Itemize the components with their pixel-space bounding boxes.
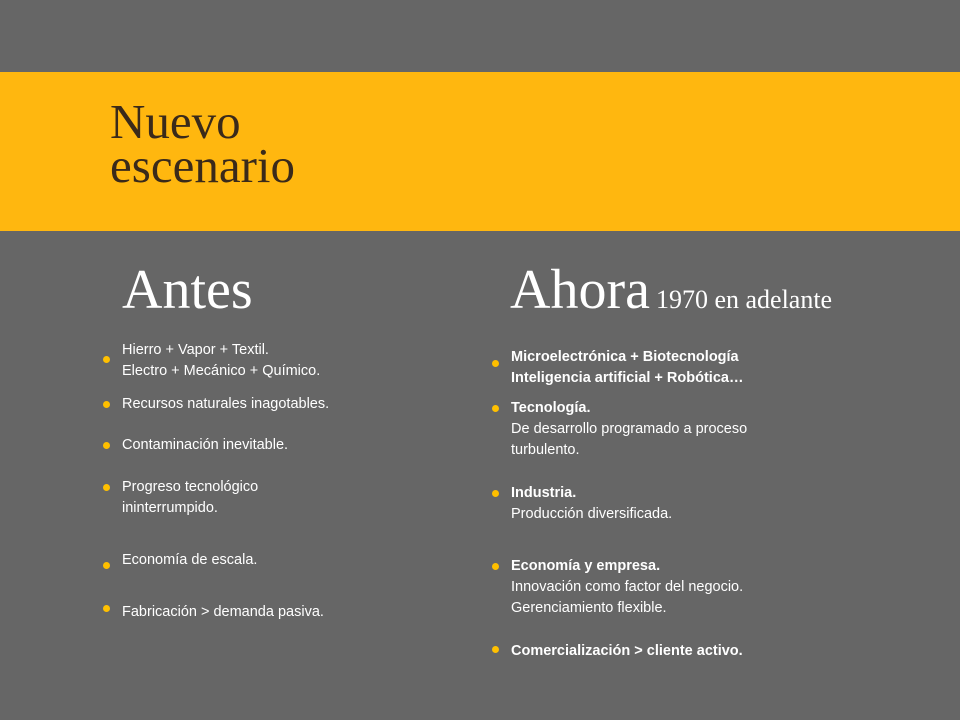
- antes-item-6-line-1: Fabricación > demanda pasiva.: [122, 604, 324, 620]
- antes-item-5-line-1: Economía de escala.: [122, 552, 258, 568]
- antes-item-2: [122, 394, 329, 415]
- antes-item-3: [122, 435, 288, 456]
- antes-item-6: [122, 602, 324, 623]
- antes-item-3-line-1: Contaminación inevitable.: [122, 437, 289, 453]
- ahora-item-3-line-2: Producción diversificada.: [511, 506, 673, 522]
- ahora-subheading: 1970 en adelante: [655, 285, 833, 314]
- ahora-item-3: [511, 483, 672, 525]
- ahora-item-4-line-2: Innovación como factor del negocio.: [511, 579, 744, 595]
- ahora-item-5: [511, 641, 743, 662]
- bullet-icon: [492, 646, 499, 653]
- ahora-item-1-line-1: Microelectrónica + Biotecnología: [511, 349, 739, 365]
- bullet-icon: [492, 563, 499, 570]
- ahora-item-4-line-1: Economía y empresa.: [511, 558, 661, 574]
- ahora-item-5-line-1: Comercialización > cliente activo.: [511, 643, 743, 659]
- antes-item-5: [122, 550, 257, 571]
- bullet-icon: [103, 356, 110, 363]
- bullet-icon: [103, 605, 110, 612]
- antes-item-1-line-2: Electro + Mecánico + Químico.: [122, 363, 321, 379]
- title-line-2: escenario: [110, 138, 295, 193]
- antes-item-1: [122, 340, 320, 382]
- bullet-icon: [492, 490, 499, 497]
- bullet-icon: [103, 401, 110, 408]
- bullet-icon: [103, 484, 110, 491]
- bullet-icon: [492, 405, 499, 412]
- bullet-icon: [103, 562, 110, 569]
- ahora-item-3-line-1: Industria.: [511, 485, 577, 501]
- ahora-item-2-line-2: De desarrollo programado a proceso: [511, 421, 748, 437]
- ahora-item-4: [511, 556, 743, 619]
- bullet-icon: [492, 360, 499, 367]
- ahora-item-1-line-2: Inteligencia artificial + Robótica…: [511, 370, 744, 386]
- antes-item-4: [122, 477, 258, 519]
- antes-item-2-line-1: Recursos naturales inagotables.: [122, 396, 330, 412]
- ahora-heading: [510, 258, 832, 332]
- ahora-item-2-line-1: Tecnología.: [511, 400, 591, 416]
- slide-title: [110, 94, 295, 193]
- ahora-item-2: [511, 398, 747, 461]
- bullet-icon: [103, 442, 110, 449]
- antes-item-1-line-1: Hierro + Vapor + Textil.: [122, 342, 269, 358]
- ahora-item-2-line-3: turbulento.: [511, 442, 580, 458]
- ahora-heading-text: Ahora: [510, 259, 650, 321]
- antes-item-4-line-1: Progreso tecnológico: [122, 479, 259, 495]
- ahora-item-4-line-3: Gerenciamiento flexible.: [511, 600, 667, 616]
- title-line-1: Nuevo: [110, 94, 241, 149]
- antes-item-4-line-2: ininterrumpido.: [122, 500, 218, 516]
- antes-heading: Antes: [122, 259, 253, 321]
- ahora-item-1: [511, 347, 743, 389]
